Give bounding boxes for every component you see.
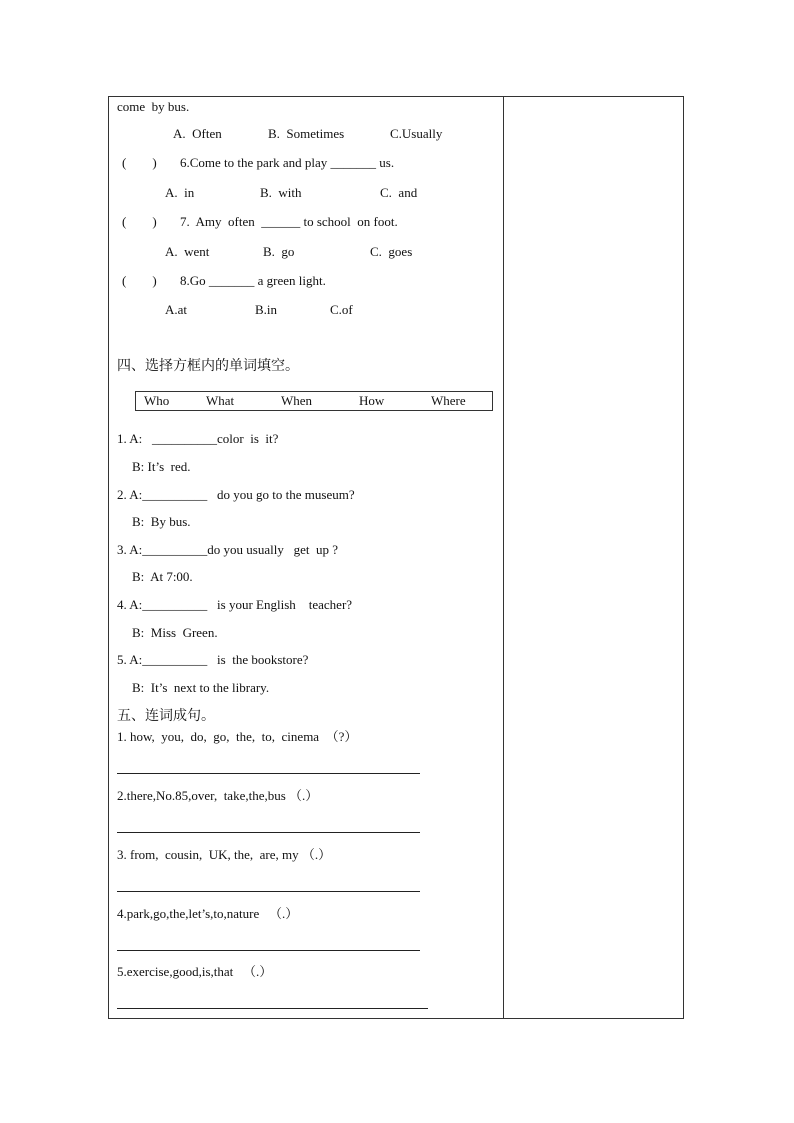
q7-option-c: C. goes <box>370 244 413 259</box>
q7-text: 7. Amy often ______ to school on foot. <box>180 214 398 229</box>
word-where: Where <box>431 393 466 408</box>
part5-heading: 五、连词成句。 <box>117 708 215 724</box>
part4-item-2-a: 2. A:__________ do you go to the museum? <box>117 487 355 502</box>
word-how: How <box>359 393 385 408</box>
q8-text: 8.Go _______ a green light. <box>180 273 326 288</box>
part5-item-5: 5.exercise,good,is,that （.） <box>117 964 273 979</box>
column-divider <box>503 96 504 1019</box>
word-what: What <box>206 393 235 408</box>
q6-answer-paren[interactable]: ( ) <box>122 155 157 170</box>
word-who: Who <box>144 393 170 408</box>
part4-item-1-a: 1. A: __________color is it? <box>117 431 279 446</box>
q8-option-b: B.in <box>255 302 278 317</box>
part4-item-5-a: 5. A:__________ is the bookstore? <box>117 652 309 667</box>
word-when: When <box>281 393 313 408</box>
part4-heading: 四、选择方框内的单词填空。 <box>117 358 299 374</box>
q5-option-c: C.Usually <box>390 126 443 141</box>
q8-option-c: C.of <box>330 302 353 317</box>
part4-item-1-b: B: It’s red. <box>132 459 191 474</box>
part5-item-2: 2.there,No.85,over, take,the,bus （.） <box>117 788 319 803</box>
q7-option-b: B. go <box>263 244 295 259</box>
part4-item-4-b: B: Miss Green. <box>132 625 218 640</box>
q5-option-a: A. Often <box>173 126 222 141</box>
part4-item-3-a: 3. A:__________do you usually get up ? <box>117 542 338 557</box>
answer-line-3[interactable] <box>117 891 420 892</box>
q7-answer-paren[interactable]: ( ) <box>122 214 157 229</box>
q6-option-c: C. and <box>380 185 418 200</box>
q5-option-b: B. Sometimes <box>268 126 345 141</box>
part5-item-3: 3. from, cousin, UK, the, are, my （.） <box>117 847 332 862</box>
part4-item-2-b: B: By bus. <box>132 514 191 529</box>
q5-tail: come by bus. <box>117 99 190 114</box>
q6-option-a: A. in <box>165 185 195 200</box>
part4-item-5-b: B: It’s next to the library. <box>132 680 270 695</box>
part4-item-4-a: 4. A:__________ is your English teacher? <box>117 597 353 612</box>
answer-line-2[interactable] <box>117 832 420 833</box>
q6-text: 6.Come to the park and play _______ us. <box>180 155 395 170</box>
part5-item-1: 1. how, you, do, go, the, to, cinema （?） <box>117 729 358 744</box>
q6-option-b: B. with <box>260 185 302 200</box>
q7-option-a: A. went <box>165 244 210 259</box>
word-box <box>135 391 493 411</box>
answer-line-5[interactable] <box>117 1008 428 1009</box>
q8-answer-paren[interactable]: ( ) <box>122 273 157 288</box>
answer-line-4[interactable] <box>117 950 420 951</box>
part4-item-3-b: B: At 7:00. <box>132 569 193 584</box>
part5-item-4: 4.park,go,the,let’s,to,nature （.） <box>117 906 299 921</box>
answer-line-1[interactable] <box>117 773 420 774</box>
q8-option-a: A.at <box>165 302 188 317</box>
